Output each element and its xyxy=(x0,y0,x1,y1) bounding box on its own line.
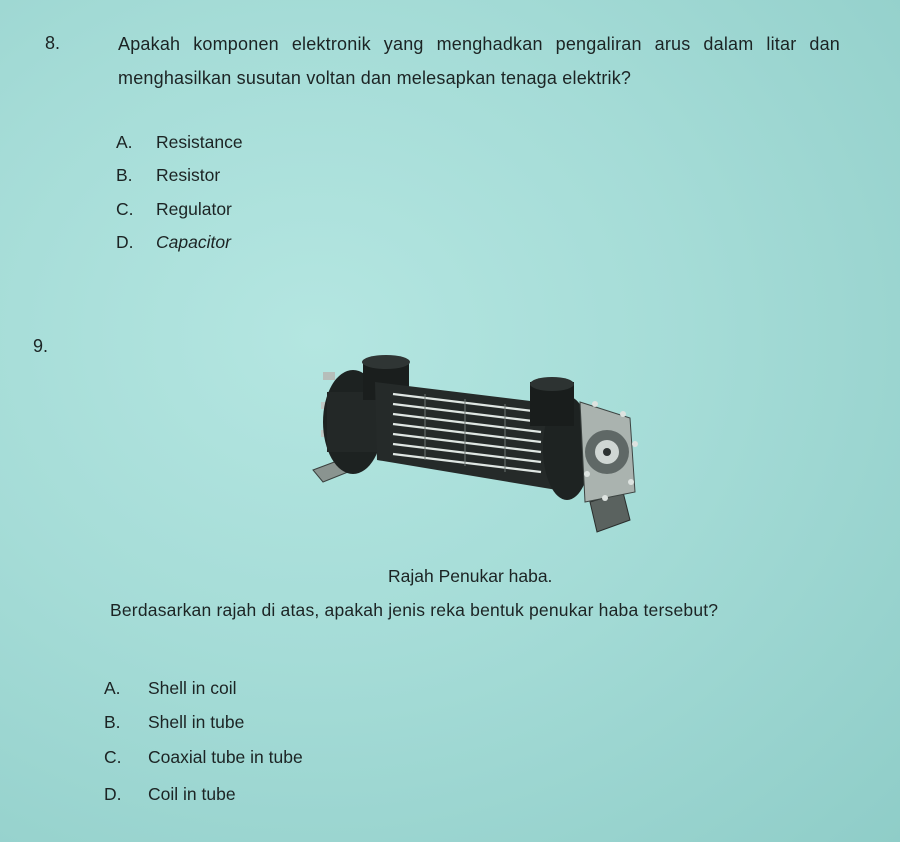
question-8-stem-line-2: menghasilkan susutan voltan dan melesapkan tenaga elektrik? xyxy=(118,68,632,88)
question-9-stem: Berdasarkan rajah di atas, apakah jenis reka bentuk penukar haba tersebut? xyxy=(110,600,719,620)
heat-exchanger-illustration-icon xyxy=(305,352,655,547)
question-9-option-a[interactable] xyxy=(104,678,237,699)
option-letter: C. xyxy=(104,747,122,767)
option-letter: B. xyxy=(116,165,133,185)
option-letter: D. xyxy=(104,784,122,804)
option-letter: C. xyxy=(116,199,134,219)
option-text: Coaxial tube in tube xyxy=(148,747,303,767)
option-text: Shell in coil xyxy=(148,678,237,698)
question-9-option-d[interactable] xyxy=(104,784,236,805)
question-8-number: 8. xyxy=(45,33,61,53)
question-9-option-c[interactable] xyxy=(104,747,303,768)
option-text: Resistance xyxy=(156,132,243,152)
option-text: Coil in tube xyxy=(148,784,236,804)
question-8-option-a[interactable] xyxy=(116,132,243,153)
question-8-stem xyxy=(118,27,840,95)
option-letter: A. xyxy=(116,132,133,152)
option-text: Resistor xyxy=(156,165,221,185)
question-8-option-d[interactable] xyxy=(116,232,231,253)
option-letter: B. xyxy=(104,712,121,732)
question-9-number: 9. xyxy=(33,336,49,356)
option-text: Regulator xyxy=(156,199,232,219)
question-8-option-c[interactable] xyxy=(116,199,232,220)
option-text: Shell in tube xyxy=(148,712,245,732)
option-text: Capacitor xyxy=(156,232,231,252)
question-8-stem-line-1: Apakah komponen elektronik yang menghadkan pengaliran arus dalam litar dan xyxy=(118,34,840,54)
question-9-option-b[interactable] xyxy=(104,712,244,733)
option-letter: D. xyxy=(116,232,134,252)
figure-caption: Rajah Penukar haba. xyxy=(388,566,553,586)
question-8-option-b[interactable] xyxy=(116,165,220,186)
option-letter: A. xyxy=(104,678,121,698)
